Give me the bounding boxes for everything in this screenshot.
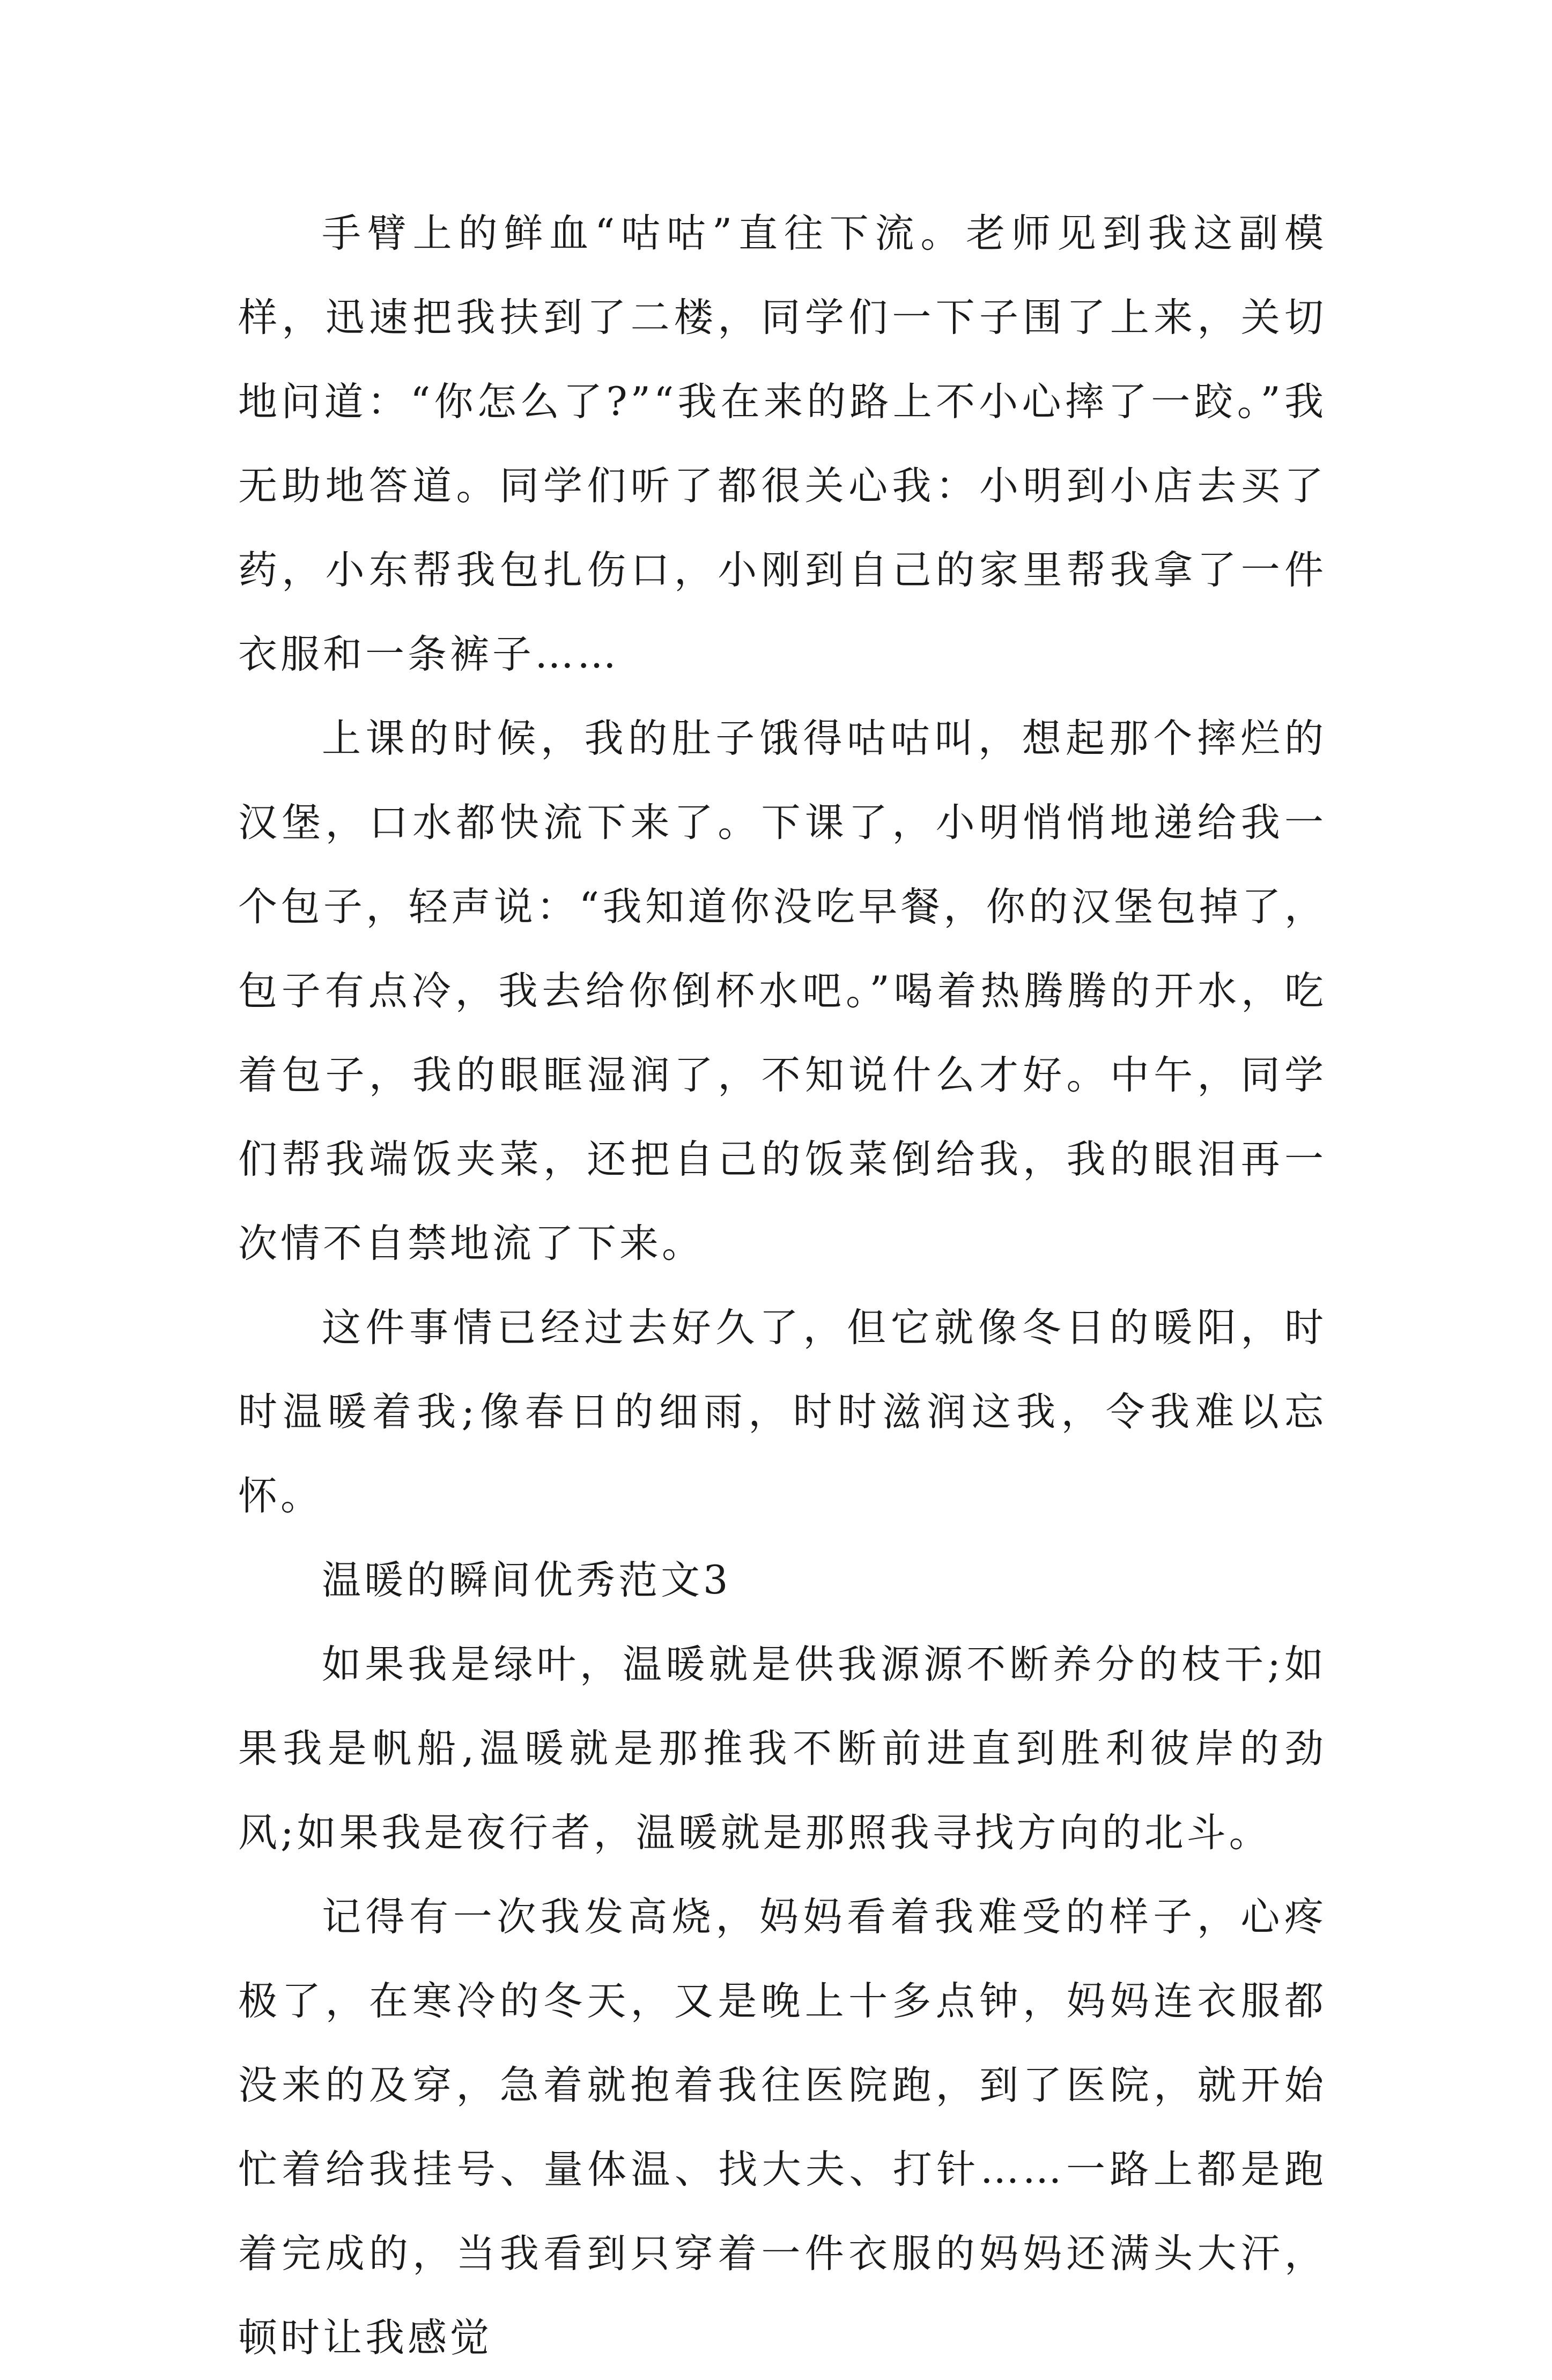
paragraph-5: 记得有一次我发高烧，妈妈看着我难受的样子，心疼极了，在寒冷的冬天，又是晚上十多点钟，妈妈连衣服都没来的及穿，急着就抱着我往医院跑，到了医院，就开始忙着给我挂号、量体温、找大夫、打针……一路上都是跑着完成的，当我看到只穿着一件衣服的妈妈还满头大汗，顿时让我感觉 bbox=[238, 1894, 1327, 2361]
paragraph-3: 这件事情已经过去好久了，但它就像冬日的暖阳，时时温暖着我;像春日的细雨，时时滋润这我，令我难以忘怀。 bbox=[238, 1305, 1327, 1519]
section-heading: 温暖的瞬间优秀范文3 bbox=[322, 1558, 731, 1603]
paragraph-2: 上课的时候，我的肚子饿得咕咕叫，想起那个摔烂的汉堡，口水都快流下来了。下课了，小明悄悄地递给我一个包子，轻声说：“我知道你没吃早餐，你的汉堡包掉了，包子有点冷，我去给你倒杯水吧。”喝着热腾腾的开水，吃着包子，我的眼眶湿润了，不知说什么才好。中午，同学们帮我端饭夹菜，还把自己的饭菜倒给我，我的眼泪再一次情不自禁地流了下来。 bbox=[238, 716, 1327, 1266]
document-body bbox=[238, 191, 1327, 2380]
paragraph-1: 手臂上的鲜血“咕咕”直往下流。老师见到我这副模样，迅速把我扶到了二楼，同学们一下子围了上来，关切地问道：“你怎么了?”“我在来的路上不小心摔了一跤。”我无助地答道。同学们听了都很关心我：小明到小店去买了药，小东帮我包扎伤口，小刚到自己的家里帮我拿了一件衣服和一条裤子…… bbox=[238, 211, 1327, 677]
paragraph-4: 如果我是绿叶，温暖就是供我源源不断养分的枝干;如果我是帆船,温暖就是那推我不断前进直到胜利彼岸的劲风;如果我是夜行者，温暖就是那照我寻找方向的北斗。 bbox=[238, 1642, 1327, 1856]
